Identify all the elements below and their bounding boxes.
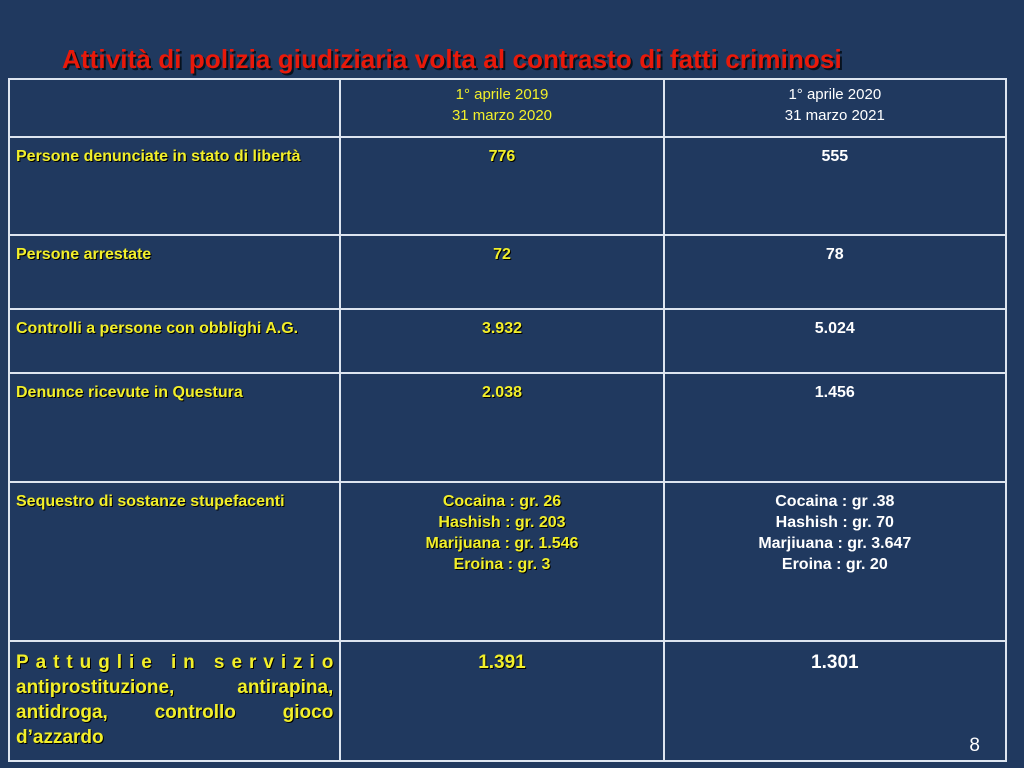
table-row bbox=[9, 235, 1006, 309]
row-label-rest: antiprostituzione, antirapina, antidroga, controllo gioco d’azzardo bbox=[16, 677, 334, 748]
criminal-activity-table bbox=[8, 78, 1007, 762]
row-label: Controlli a persone con obblighi A.G. bbox=[9, 309, 340, 373]
header-period-2020-2021 bbox=[664, 79, 1006, 137]
table-row bbox=[9, 137, 1006, 235]
value-2019-2020: 776 bbox=[340, 137, 663, 235]
header-empty-cell bbox=[9, 79, 340, 137]
page-number: 8 bbox=[969, 735, 980, 756]
seizures-2020-2021 bbox=[664, 482, 1006, 641]
header-period-start: 1° aprile 2020 bbox=[788, 86, 882, 103]
row-label bbox=[9, 641, 340, 761]
value-2019-2020: 1.391 bbox=[340, 641, 663, 761]
value-2019-2020: 3.932 bbox=[340, 309, 663, 373]
value-2020-2021: 1.301 bbox=[664, 641, 1006, 761]
row-label-lead: P a t t u g l i e i n s e r v i z i o bbox=[16, 652, 334, 673]
seizure-hashish: Hashish : gr. 203 bbox=[438, 514, 566, 531]
seizure-marijuana: Marijuana : gr. 1.546 bbox=[425, 535, 579, 552]
value-2019-2020: 2.038 bbox=[340, 373, 663, 482]
seizure-hashish: Hashish : gr. 70 bbox=[775, 514, 894, 531]
table-header-row bbox=[9, 79, 1006, 137]
row-label: Sequestro di sostanze stupefacenti bbox=[9, 482, 340, 641]
header-period-2019-2020 bbox=[340, 79, 663, 137]
header-period-end: 31 marzo 2021 bbox=[784, 107, 885, 124]
table-row bbox=[9, 482, 1006, 641]
table-row bbox=[9, 373, 1006, 482]
seizure-cocaine: Cocaina : gr. 26 bbox=[442, 493, 562, 510]
seizure-cocaine: Cocaina : gr .38 bbox=[775, 493, 895, 510]
seizures-2019-2020 bbox=[340, 482, 663, 641]
row-label: Persone denunciate in stato di libertà bbox=[9, 137, 340, 235]
seizure-heroin: Eroina : gr. 20 bbox=[781, 556, 888, 573]
value-2019-2020: 72 bbox=[340, 235, 663, 309]
slide-title: Attività di polizia giudiziaria volta al contrasto di fatti criminosi bbox=[62, 44, 842, 74]
value-2020-2021: 78 bbox=[664, 235, 1006, 309]
header-period-start: 1° aprile 2019 bbox=[455, 86, 549, 103]
header-period-end: 31 marzo 2020 bbox=[451, 107, 553, 124]
table-row bbox=[9, 641, 1006, 761]
value-2020-2021: 5.024 bbox=[664, 309, 1006, 373]
table-row bbox=[9, 309, 1006, 373]
value-2020-2021: 1.456 bbox=[664, 373, 1006, 482]
value-2020-2021: 555 bbox=[664, 137, 1006, 235]
row-label: Persone arrestate bbox=[9, 235, 340, 309]
seizure-heroin: Eroina : gr. 3 bbox=[453, 556, 551, 573]
row-label: Denunce ricevute in Questura bbox=[9, 373, 340, 482]
seizure-marijuana: Marjiuana : gr. 3.647 bbox=[758, 535, 912, 552]
